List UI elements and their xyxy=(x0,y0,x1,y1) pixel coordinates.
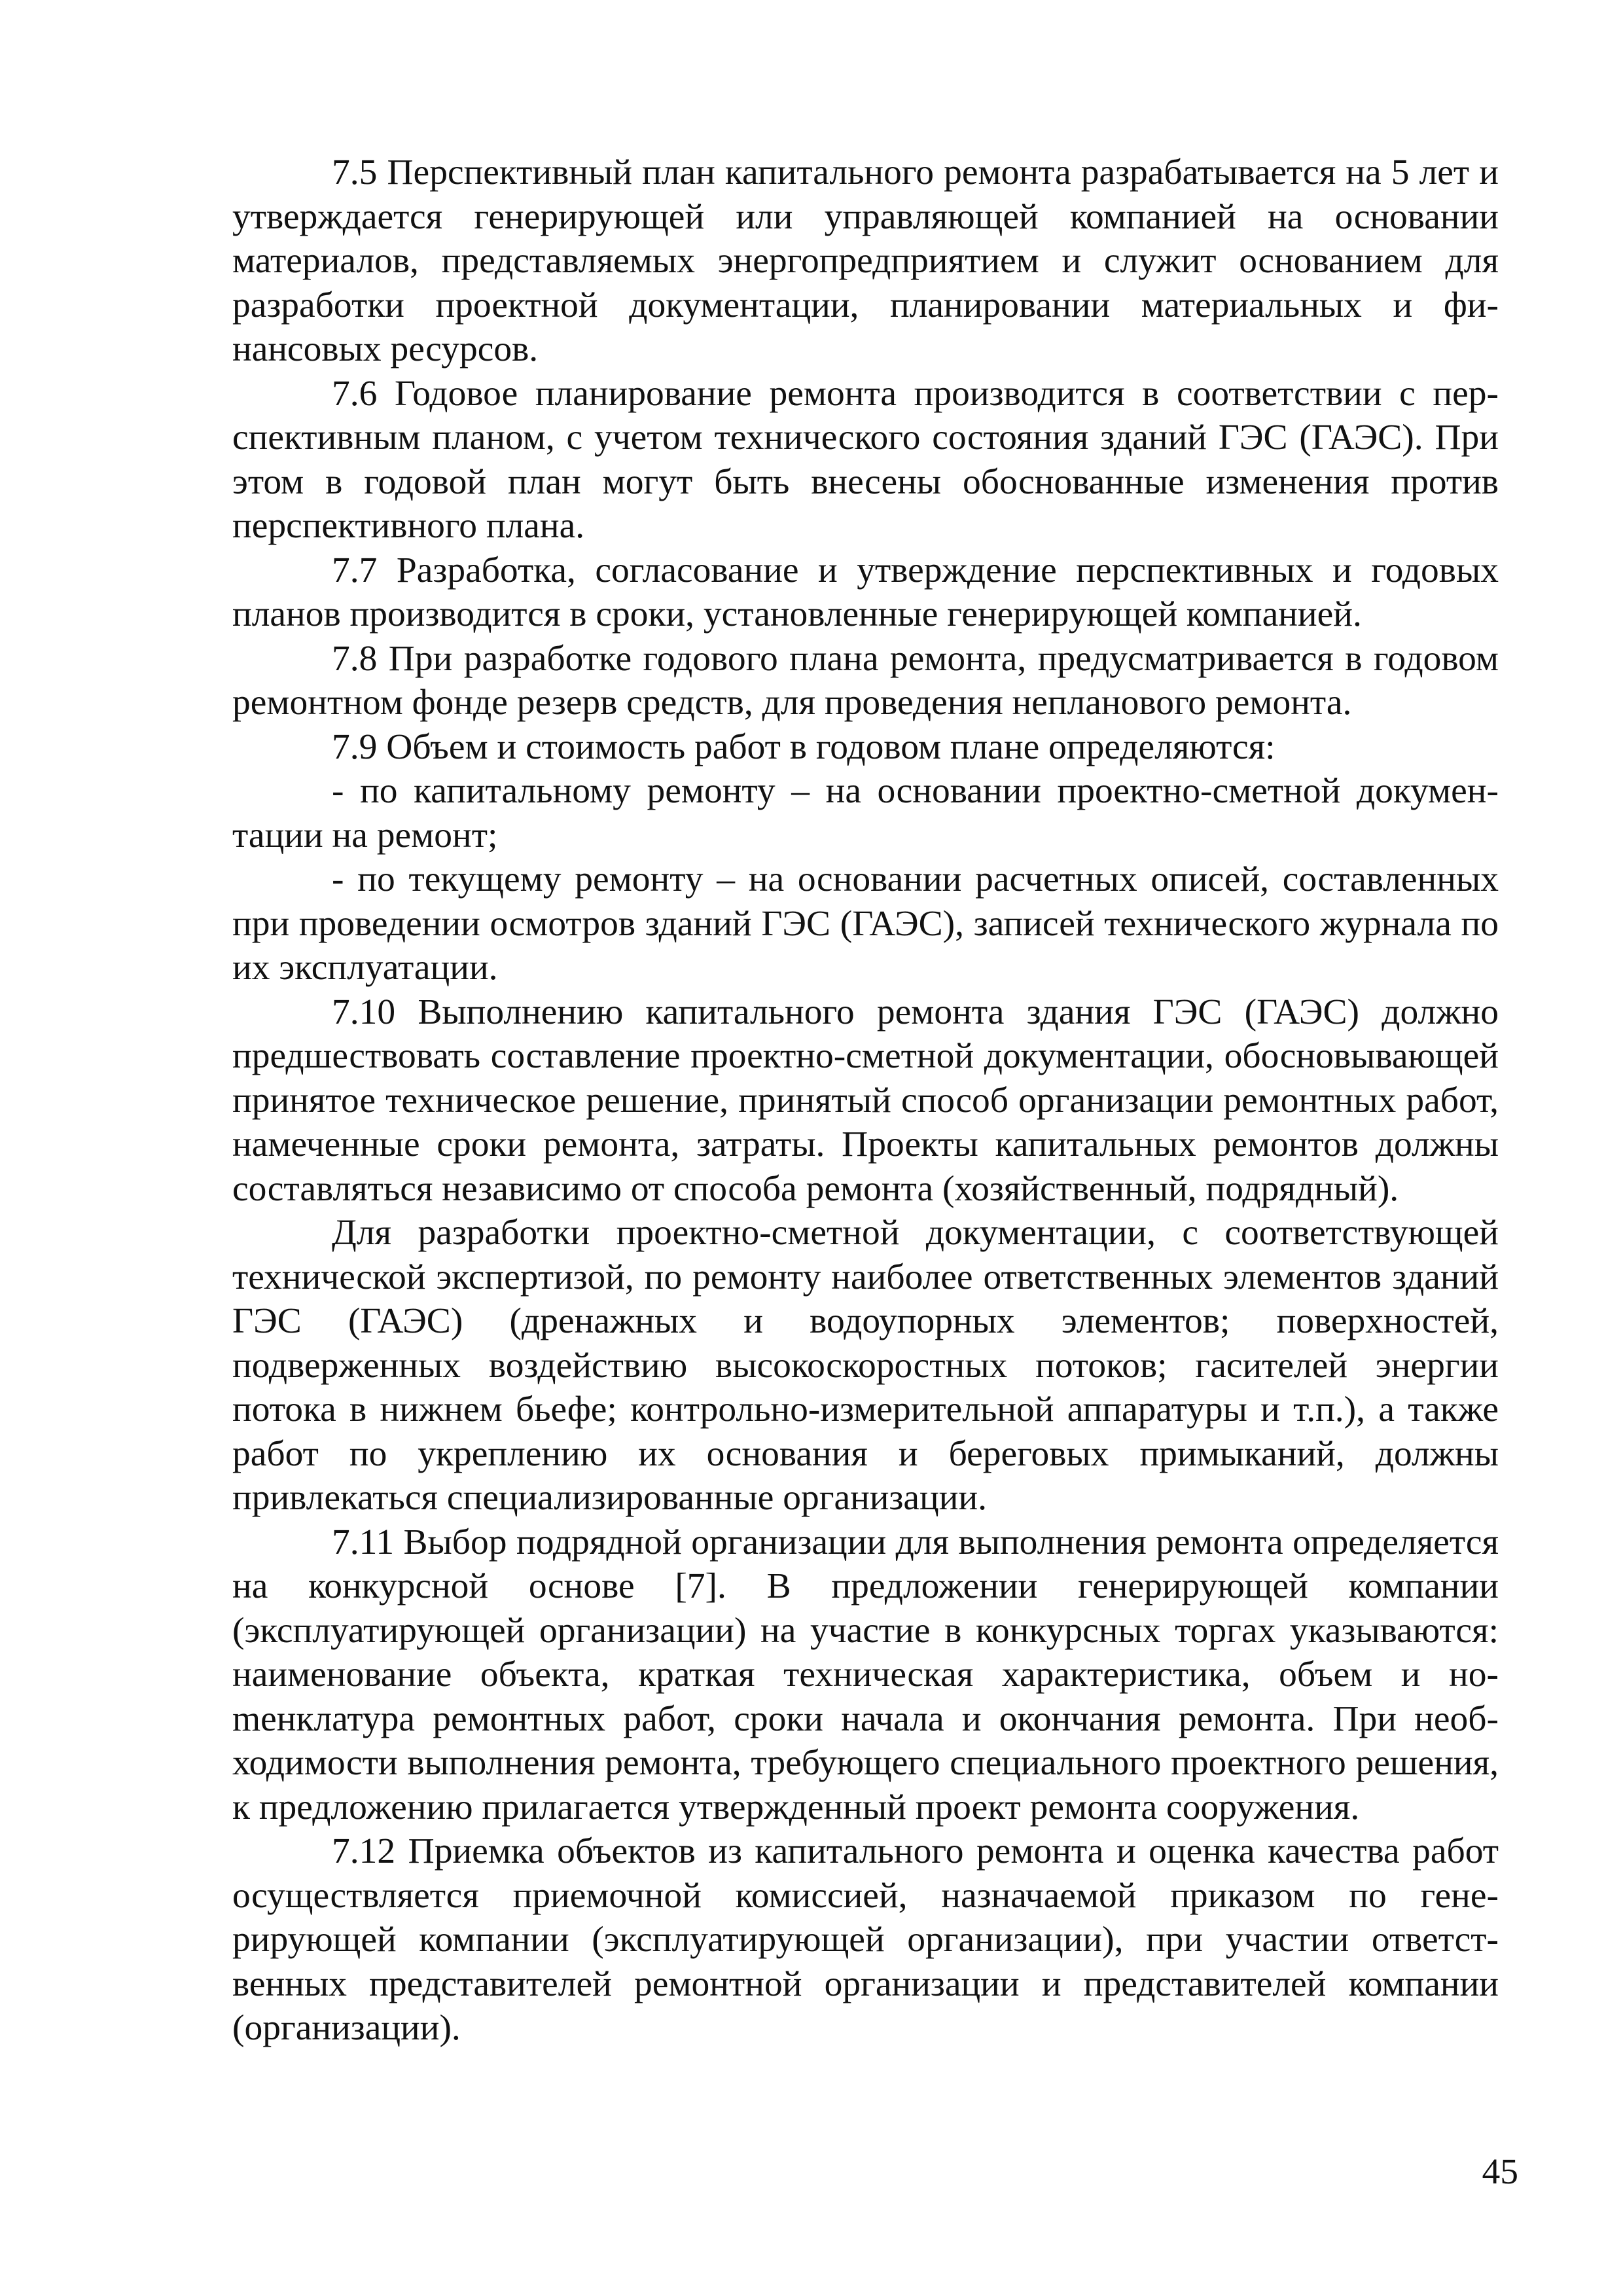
paragraph-7-7: 7.7 Разработка, согласование и утверждение перспективных и годовых планов производится в сроки, установленные генерирующей компанией. xyxy=(232,550,1499,634)
paragraph-7-10: 7.10 Выполнению капитального ремонта здания ГЭС (ГАЭС) должно предшествовать составление проектно-сметной документации, обосновывающей принятое техническое решение, принятый способ организации ремонтных работ, намеченные сроки ремонта, затраты. Проекты капитальных ремонтов должны составляться независимо от способа ремонта (хозяйственный, подрядный). xyxy=(232,992,1499,1209)
list-item-current-repair: - по текущему ремонту – на основании расчетных описей, составленных при проведении осмотров зданий ГЭС (ГАЭС), записей технического журнала по их эксплуатации. xyxy=(232,859,1499,988)
paragraph-7-11: 7.11 Выбор подрядной организации для выполнения ремонта определяется на конкурсной основе [7]. В предложении генерирующей компании (эксплуатирующей организации) на участие в конкурсных торгах указываются: наименование объекта, краткая техническая характеристика, объем и ноmенклатура ремонтных работ, сроки начала и окончания ремонта. При необходимости выполнения ремонта, требующего специального проектного решения, к предложению прилагается утвержденный проект ремонта сооружения. xyxy=(232,1522,1499,1827)
page-number: 45 xyxy=(1482,2152,1518,2192)
paragraph-7-9: 7.9 Объем и стоимость работ в годовом плане определяются: xyxy=(332,726,1275,767)
paragraph-7-5: 7.5 Перспективный план капитального ремонта разрабатывается на 5 лет и утверждается генерирующей или управляющей компанией на основании материалов, представляемых энергопредприятием и служит основанием для разработки проектной документации, планировании материальных и финансовых ресурсов. xyxy=(232,152,1499,369)
paragraph-specialized-organizations: Для разработки проектно-сметной документации, с соответствующей технической экспертизой, по ремонту наиболее ответственных элементов зданий ГЭС (ГАЭС) (дренажных и водоупорных элементов; поверхностей, подверженных воздействию высокоскоростных потоков; гасителей энергии потока в нижнем бьефе; контрольно-измерительной аппаратуры и т.п.), а также работ по укреплению их основания и береговых примыканий, должны привлекаться специализированные организации. xyxy=(232,1213,1499,1518)
page-body xyxy=(232,151,1499,2051)
paragraph-7-6: 7.6 Годовое планирование ремонта производится в соответствии с перспективным планом, с учетом технического состояния зданий ГЭС (ГАЭС). При этом в годовой план могут быть внесены обоснованные изменения против перспективного плана. xyxy=(232,373,1499,546)
paragraph-7-8: 7.8 При разработке годового плана ремонта, предусматривается в годовом ремонтном фонде резерв средств, для проведения непланового ремонта. xyxy=(232,638,1499,723)
paragraph-7-12: 7.12 Приемка объектов из капитального ремонта и оценка качества работ осуществляется приемочной комиссией, назначаемой приказом по генерирующей компании (эксплуатирующей организации), при участии ответственных представителей ремонтной организации и представителей компании (организации). xyxy=(232,1831,1499,2048)
list-item-capital-repair: - по капитальному ремонту – на основании проектно-сметной документации на ремонт; xyxy=(232,771,1499,855)
